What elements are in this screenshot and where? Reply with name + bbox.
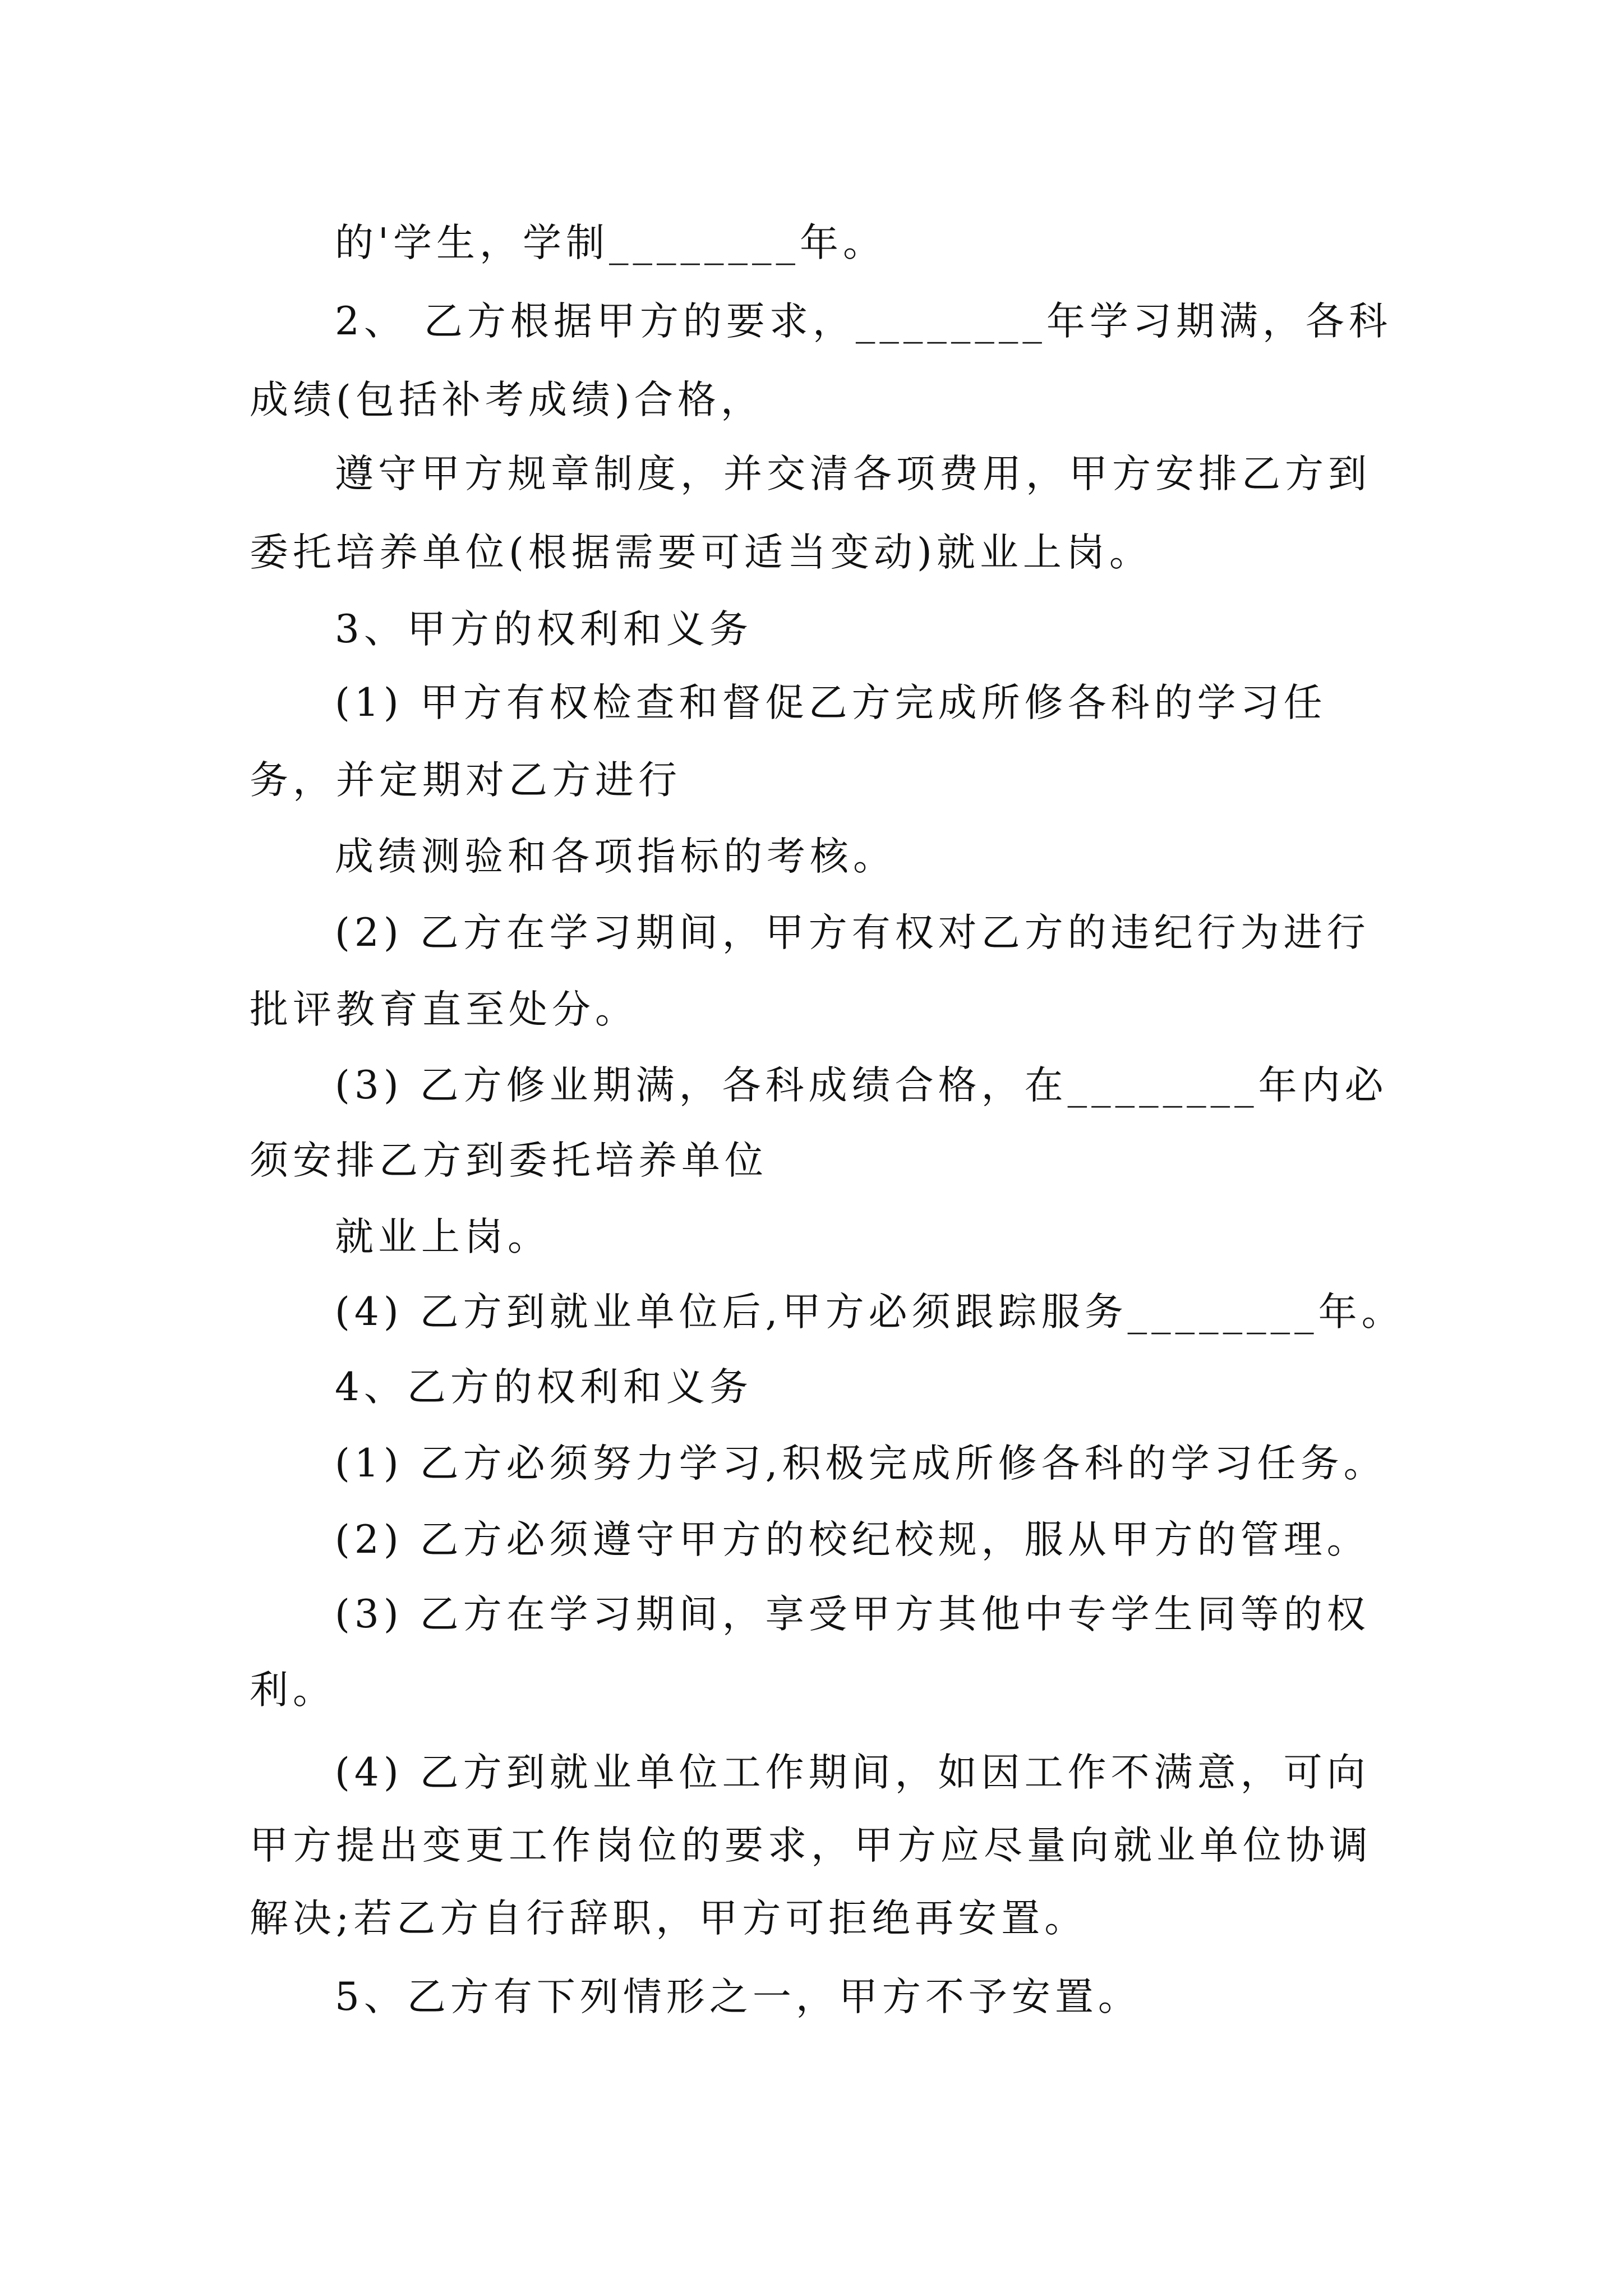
text-line-17: (1) 乙方必须努力学习,积极完成所修各科的学习任务。: [335, 1441, 1387, 1486]
text-line-9: 成绩测验和各项指标的考核。: [335, 834, 896, 879]
text-line-22: 甲方提出变更工作岗位的要求，甲方应尽量向就业单位协调: [250, 1823, 1372, 1868]
text-line-14: 就业上岗。: [335, 1214, 551, 1259]
text-line-1: 的'学生，学制________年。: [335, 220, 886, 265]
text-line-23: 解决;若乙方自行辞职，甲方可拒绝再安置。: [250, 1896, 1088, 1941]
text-line-24: 5、乙方有下列情形之一，甲方不予安置。: [335, 1975, 1141, 2019]
text-line-6: 3、甲方的权利和义务: [335, 607, 753, 652]
text-line-3: 成绩(包括补考成绩)合格，: [250, 378, 764, 422]
text-line-12: (3) 乙方修业期满，各科成绩合格，在________年内必: [335, 1063, 1388, 1108]
text-line-11: 批评教育直至处分。: [250, 987, 638, 1032]
text-line-19: (3) 乙方在学习期间，享受甲方其他中专学生同等的权: [335, 1592, 1370, 1637]
text-line-8: 务，并定期对乙方进行: [250, 758, 681, 803]
text-line-16: 4、乙方的权利和义务: [335, 1365, 753, 1410]
text-line-10: (2) 乙方在学习期间，甲方有权对乙方的违纪行为进行: [335, 910, 1370, 955]
text-line-18: (2) 乙方必须遵守甲方的校纪校规，服从甲方的管理。: [335, 1517, 1370, 1562]
text-line-21: (4) 乙方到就业单位工作期间，如因工作不满意，可向: [335, 1750, 1370, 1795]
text-line-7: (1) 甲方有权检查和督促乙方完成所修各科的学习任: [335, 680, 1327, 725]
text-line-2: 2、 乙方根据甲方的要求，________年学习期满，各科: [335, 299, 1392, 344]
text-line-4: 遵守甲方规章制度，并交清各项费用，甲方安排乙方到: [335, 452, 1371, 496]
text-line-15: (4) 乙方到就业单位后,甲方必须跟踪服务________年。: [335, 1290, 1405, 1335]
text-line-5: 委托培养单位(根据需要可适当变动)就业上岗。: [250, 530, 1152, 575]
text-line-20: 利。: [250, 1668, 336, 1713]
text-line-13: 须安排乙方到委托培养单位: [250, 1138, 768, 1183]
